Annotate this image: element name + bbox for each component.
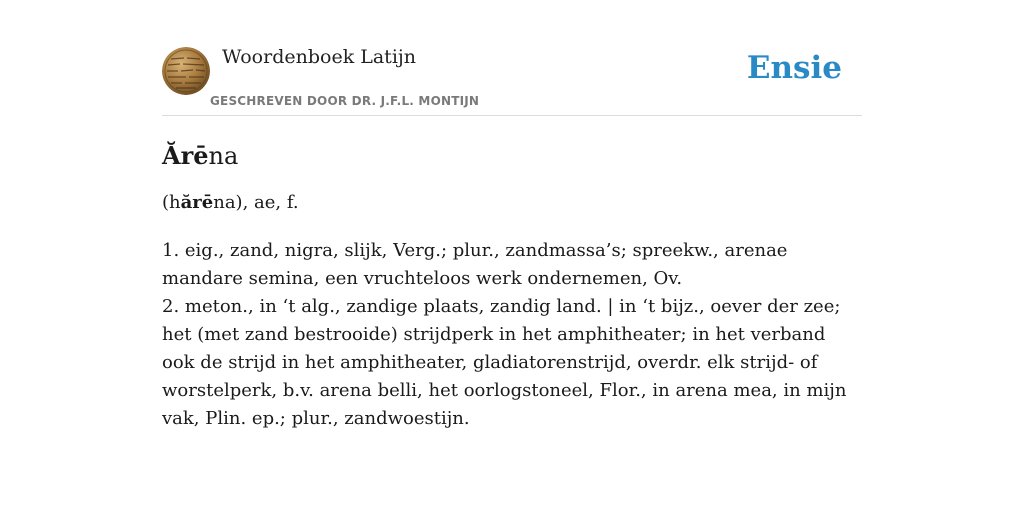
grammar-prefix: (h: [162, 192, 181, 213]
entry-grammar: [162, 191, 862, 215]
latin-coin-image[interactable]: [162, 47, 210, 95]
author-line: GESCHREVEN DOOR DR. J.F.L. MONTIJN: [210, 94, 480, 108]
definition-sense-1: 1. eig., zand, nigra, slijk, Verg.; plur., zandmassa’s; spreekw., arenae mandare semina, een vruchteloos werk ondernemen, Ov.: [162, 240, 788, 289]
definition-sense-2: 2. meton., in ‘t alg., zandige plaats, zandig land. | in ‘t bijz., oever der zee; het (met zand bestrooide) strijdperk in het amphitheater; in het verband ook de strijd in het amphitheater, gladiatorenstrijd, overdr. elk strijd- of worstelperk, b.v. arena belli, het oorlogstoneel, Flor., in arena mea, in mijn vak, Plin. ep.; plur., zandwoestijn.: [162, 296, 847, 429]
page: [162, 40, 862, 433]
grammar-suffix: na), ae, f.: [213, 192, 299, 213]
entry-title: [162, 141, 862, 171]
entry-title-marked: Ărē: [162, 141, 209, 170]
entry-title-rest: na: [208, 142, 239, 170]
brand-logo-link[interactable]: Ensie: [746, 50, 842, 86]
dictionary-header: [162, 40, 862, 116]
entry-definition: [162, 237, 862, 433]
book-title[interactable]: Woordenboek Latijn: [222, 46, 417, 68]
grammar-marked: ărē: [180, 192, 214, 213]
